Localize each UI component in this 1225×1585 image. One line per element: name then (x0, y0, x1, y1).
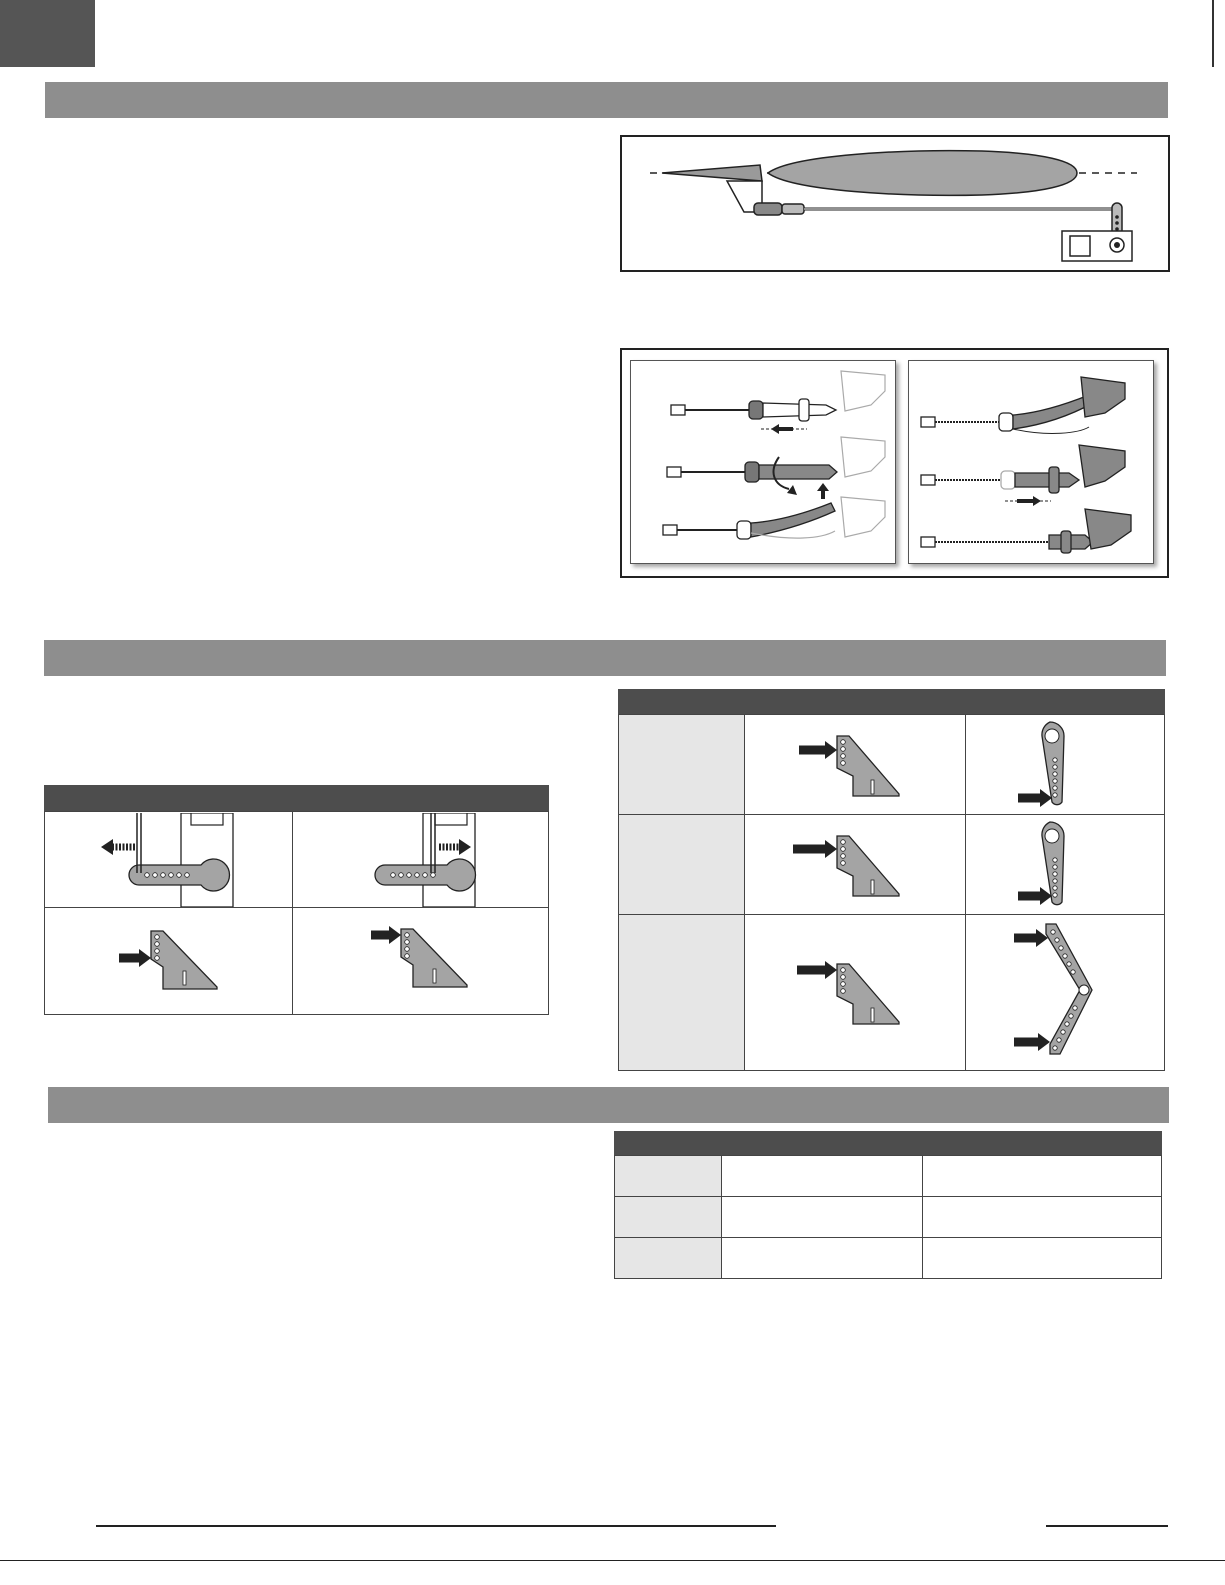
footer-rule-left (96, 1525, 776, 1527)
control-horn-icon (745, 716, 963, 814)
row-label (619, 915, 745, 1071)
table-row (615, 1238, 1162, 1279)
servo-arm-single-icon (966, 716, 1164, 814)
horn-cell (745, 815, 966, 915)
table-row (45, 908, 549, 1015)
step-spread-clevis (663, 483, 885, 539)
step-slide-tube-back (671, 371, 885, 434)
small-table (44, 811, 549, 1015)
horn-cell (745, 915, 966, 1071)
section-bar-pushrod (45, 82, 1168, 118)
control-horn-inner-hole-icon (45, 909, 291, 1013)
servo-arm-outer-hole-icon (45, 813, 291, 907)
step-clevis-secured (921, 509, 1131, 553)
large-table-header (618, 689, 1165, 714)
row-label (615, 1197, 722, 1238)
table-cell (923, 1197, 1162, 1238)
row-label (619, 715, 745, 815)
clevis-install-steps-icon (909, 361, 1153, 563)
small-table-header (44, 785, 549, 811)
clevis-removal-steps-icon (631, 361, 895, 563)
control-horn-outer-hole-icon (293, 909, 548, 1013)
control-horn-icon (745, 916, 963, 1070)
footer-rule-right (1046, 1525, 1168, 1527)
servo-arm-outer-cell (45, 812, 293, 908)
clevis-steps-right-panel (908, 360, 1154, 564)
table-row (45, 812, 549, 908)
table-cell (722, 1238, 923, 1279)
table-row (615, 1156, 1162, 1197)
pushrod-airfoil-servo-diagram-icon (622, 137, 1168, 270)
table-cell (923, 1238, 1162, 1279)
table-cell (923, 1156, 1162, 1197)
step-insert-pin (921, 377, 1125, 433)
row-label (615, 1238, 722, 1279)
table-row (619, 915, 1165, 1071)
section-bar-control-horn (44, 640, 1166, 676)
arm-cell (966, 715, 1165, 815)
pushrod-overview-figure (620, 135, 1170, 272)
table-row (615, 1197, 1162, 1238)
throws-table (614, 1155, 1162, 1279)
throws-table-header (614, 1131, 1162, 1155)
clevis-steps-figure (620, 348, 1169, 578)
row-label (619, 815, 745, 915)
row-label (615, 1156, 722, 1197)
table-cell (722, 1156, 923, 1197)
servo-arm-double-icon (966, 916, 1164, 1070)
horn-cell (745, 715, 966, 815)
section-bar-throws (48, 1087, 1169, 1123)
servo-arm-inner-hole-icon (293, 813, 548, 907)
clevis-steps-left-panel (630, 360, 896, 564)
large-table (618, 714, 1165, 1071)
page-corner-tab (0, 0, 95, 67)
horn-inner-cell (45, 908, 293, 1015)
step-rotate-clevis (667, 437, 885, 495)
horn-outer-cell (293, 908, 549, 1015)
table-row (619, 715, 1165, 815)
table-cell (722, 1197, 923, 1238)
servo-arm-single-icon (966, 816, 1164, 914)
page-bottom-rule (0, 1560, 1225, 1561)
arm-cell (966, 915, 1165, 1071)
control-horn-icon (745, 816, 963, 914)
table-row (619, 815, 1165, 915)
step-slide-tube-forward (921, 445, 1125, 506)
servo-arm-inner-cell (293, 812, 549, 908)
page-edge-rule (1212, 0, 1214, 67)
arm-cell (966, 815, 1165, 915)
